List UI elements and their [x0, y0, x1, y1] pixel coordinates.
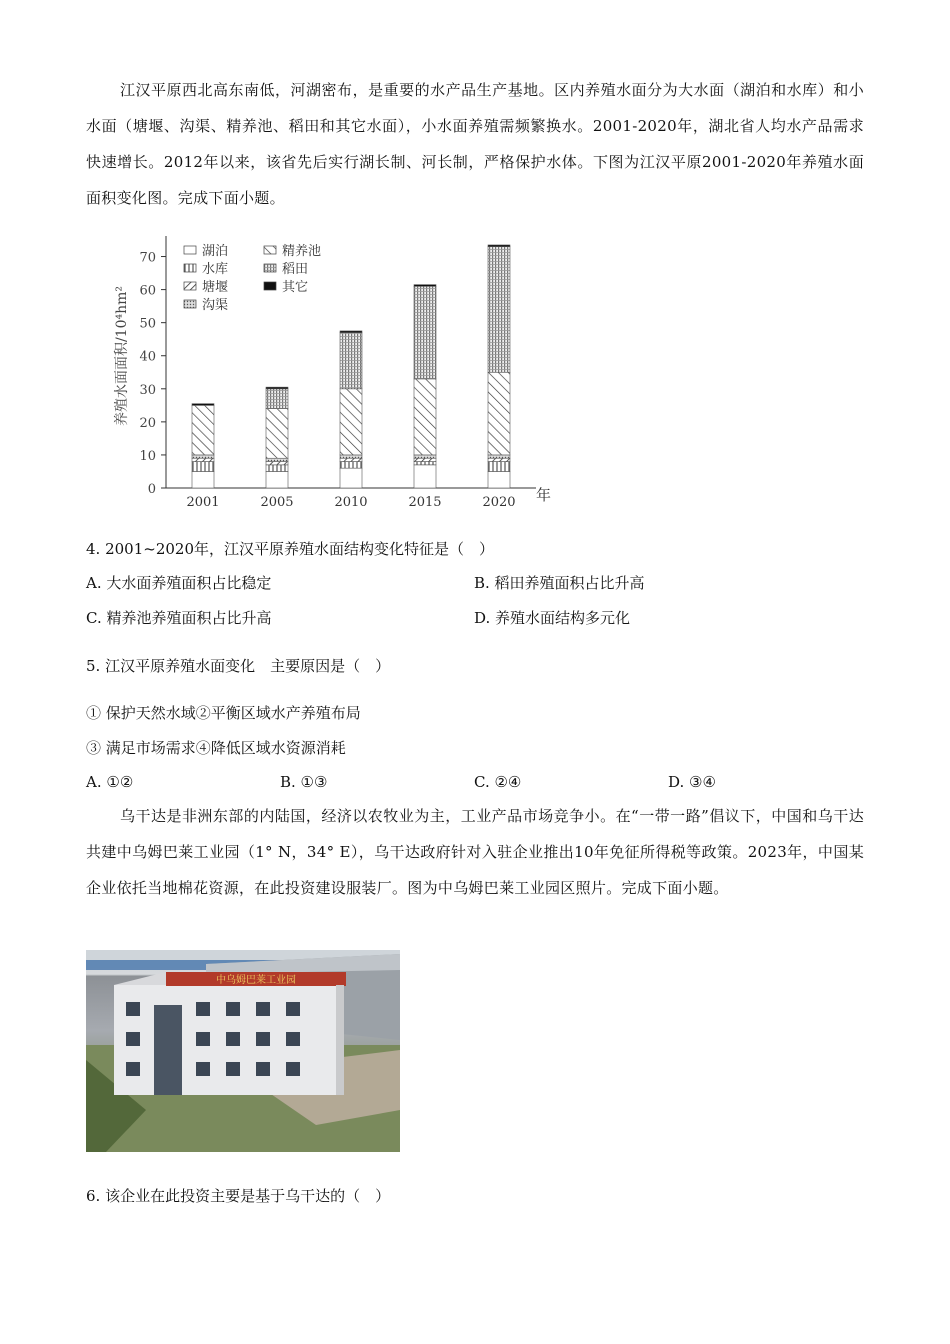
chart-legend-label: 其它	[282, 280, 309, 295]
chart-bars	[186, 245, 515, 510]
chart-legend-swatch-其它	[264, 282, 276, 290]
chart-y-tick-label: 30	[139, 382, 156, 398]
chart-y-tick-label: 60	[139, 283, 156, 299]
chart-bar-segment-塘堰	[340, 458, 362, 461]
chart-y-tick-label: 70	[139, 250, 156, 266]
chart-bar-segment-沟渠	[340, 455, 362, 458]
chart-legend-swatch-沟渠	[184, 300, 196, 308]
chart-legend-swatch-水库	[184, 264, 196, 272]
chart-bar-segment-沟渠	[266, 458, 288, 461]
industrial-park-sign: 中乌姆巴莱工业园	[216, 975, 296, 986]
chart-bar-segment-水库	[192, 462, 214, 472]
chart-bar-segment-水库	[488, 462, 510, 472]
chart-bar-segment-精养池	[266, 409, 288, 459]
chart-legend-swatch-稻田	[264, 264, 276, 272]
chart-legend-swatch-塘堰	[184, 282, 196, 290]
chart-bar-segment-水库	[340, 462, 362, 469]
chart-legend-label: 精养池	[282, 244, 322, 259]
chart-bar-segment-沟渠	[488, 455, 510, 458]
question-5-option-b: B. ①③	[280, 773, 328, 791]
chart-bar-segment-沟渠	[414, 455, 436, 458]
chart-y-tick-label: 20	[139, 415, 156, 431]
chart-bar-segment-稻田	[414, 286, 436, 379]
chart-bar-segment-水库	[266, 465, 288, 472]
chart-x-tick-label: 2010	[334, 495, 368, 510]
chart-bar-segment-塘堰	[192, 458, 214, 461]
passage-intro-1: 江汉平原西北高东南低，河湖密布，是重要的水产品生产基地。区内养殖水面分为大水面（湖泊和水库）和小水面（塘堰、沟渠、精养池、稻田和其它水面），小水面养殖需频繁换水。2001-2020年，湖北省人均水产品需求快速增长。2012年以来，该省先后实行湖长制、河长制，严格保护水体。下图为江汉平原2001-2020年养殖水面面积变化图。完成下面小题。	[86, 81, 864, 207]
question-4-option-a: A. 大水面养殖面积占比稳定	[86, 574, 272, 592]
chart-y-tick-label: 40	[139, 349, 156, 365]
chart-legend-swatch-湖泊	[184, 246, 196, 254]
question-4-option-d: D. 养殖水面结构多元化	[474, 609, 631, 627]
chart-bar-segment-稻田	[266, 389, 288, 409]
chart-legend-label: 塘堰	[202, 280, 229, 295]
chart-bar-segment-稻田	[488, 247, 510, 373]
chart-x-tick-label: 2005	[260, 495, 294, 510]
chart-x-tick-label: 2015	[408, 495, 442, 510]
chart-legend-label: 稻田	[282, 262, 309, 277]
question-5-option-a: A. ①②	[86, 773, 134, 791]
chart-legend-swatch-精养池	[264, 246, 276, 254]
chart-bar-segment-湖泊	[488, 471, 510, 488]
chart-bar-segment-精养池	[414, 379, 436, 455]
chart-bar-segment-湖泊	[266, 471, 288, 488]
chart-bar-segment-其它	[266, 387, 288, 389]
chart-bar-segment-其它	[488, 245, 510, 247]
chart-legend-label: 沟渠	[202, 298, 229, 313]
chart-bar-segment-塘堰	[488, 458, 510, 461]
chart-legend	[184, 243, 321, 313]
chart-bar-segment-精养池	[488, 372, 510, 455]
question-5-option-c: C. ②④	[474, 773, 522, 791]
chart-y-axis-label: 养殖水面面积/10⁴hm²	[114, 285, 130, 427]
chart-bar-segment-精养池	[192, 405, 214, 455]
chart-bar-segment-塘堰	[266, 462, 288, 465]
chart-bar-segment-湖泊	[192, 471, 214, 488]
chart-x-axis-label: 年	[536, 486, 552, 504]
chart-legend-label: 水库	[202, 262, 229, 277]
chart-y-tick-label: 50	[139, 316, 156, 332]
chart-bar-segment-塘堰	[414, 458, 436, 461]
chart-x-tick-label: 2020	[482, 495, 516, 510]
question-6-stem: 6. 该企业在此投资主要是基于乌干达的（ ）	[86, 1187, 391, 1205]
question-5-stem: 5. 江汉平原养殖水面变化 主要原因是（ ）	[86, 657, 391, 675]
industrial-park-photo-illustration	[86, 950, 400, 1152]
chart-bar-segment-其它	[340, 331, 362, 333]
question-4-option-b: B. 稻田养殖面积占比升高	[474, 574, 645, 592]
question-5-option-d: D. ③④	[668, 773, 716, 791]
chart-bar-segment-湖泊	[414, 465, 436, 488]
question-4-stem: 4. 2001~2020年，江汉平原养殖水面结构变化特征是（ ）	[86, 540, 494, 558]
chart-bar-segment-其它	[414, 285, 436, 287]
chart-bar-segment-湖泊	[340, 468, 362, 488]
chart-legend-label: 湖泊	[202, 244, 229, 259]
chart-x-tick-label: 2001	[186, 495, 220, 510]
question-5-statement-line-2: ③ 满足市场需求④降低区域水资源消耗	[86, 739, 346, 757]
question-5-statement-line-1: ① 保护天然水域②平衡区域水产养殖布局	[86, 704, 361, 722]
aquaculture-area-chart	[96, 228, 556, 510]
chart-y-tick-label: 10	[139, 448, 156, 464]
chart-bar-segment-精养池	[340, 389, 362, 455]
chart-y-tick-label: 0	[147, 482, 156, 497]
industrial-park-photo	[86, 950, 400, 1152]
chart-bar-segment-沟渠	[192, 455, 214, 458]
chart-bar-segment-其它	[192, 404, 214, 406]
question-4-option-c: C. 精养池养殖面积占比升高	[86, 609, 272, 627]
passage-intro-2: 乌干达是非洲东部的内陆国，经济以农牧业为主，工业产品市场竞争小。在“一带一路”倡议下，中国和乌干达共建中乌姆巴莱工业园（1° N，34° E），乌干达政府针对入驻企业推出10年免征所得税等政策。2023年，中国某企业依托当地棉花资源，在此投资建设服装厂。图为中乌姆巴莱工业园区照片。完成下面小题。	[86, 807, 864, 897]
chart-bar-segment-水库	[414, 462, 436, 465]
chart-bar-segment-稻田	[340, 333, 362, 389]
